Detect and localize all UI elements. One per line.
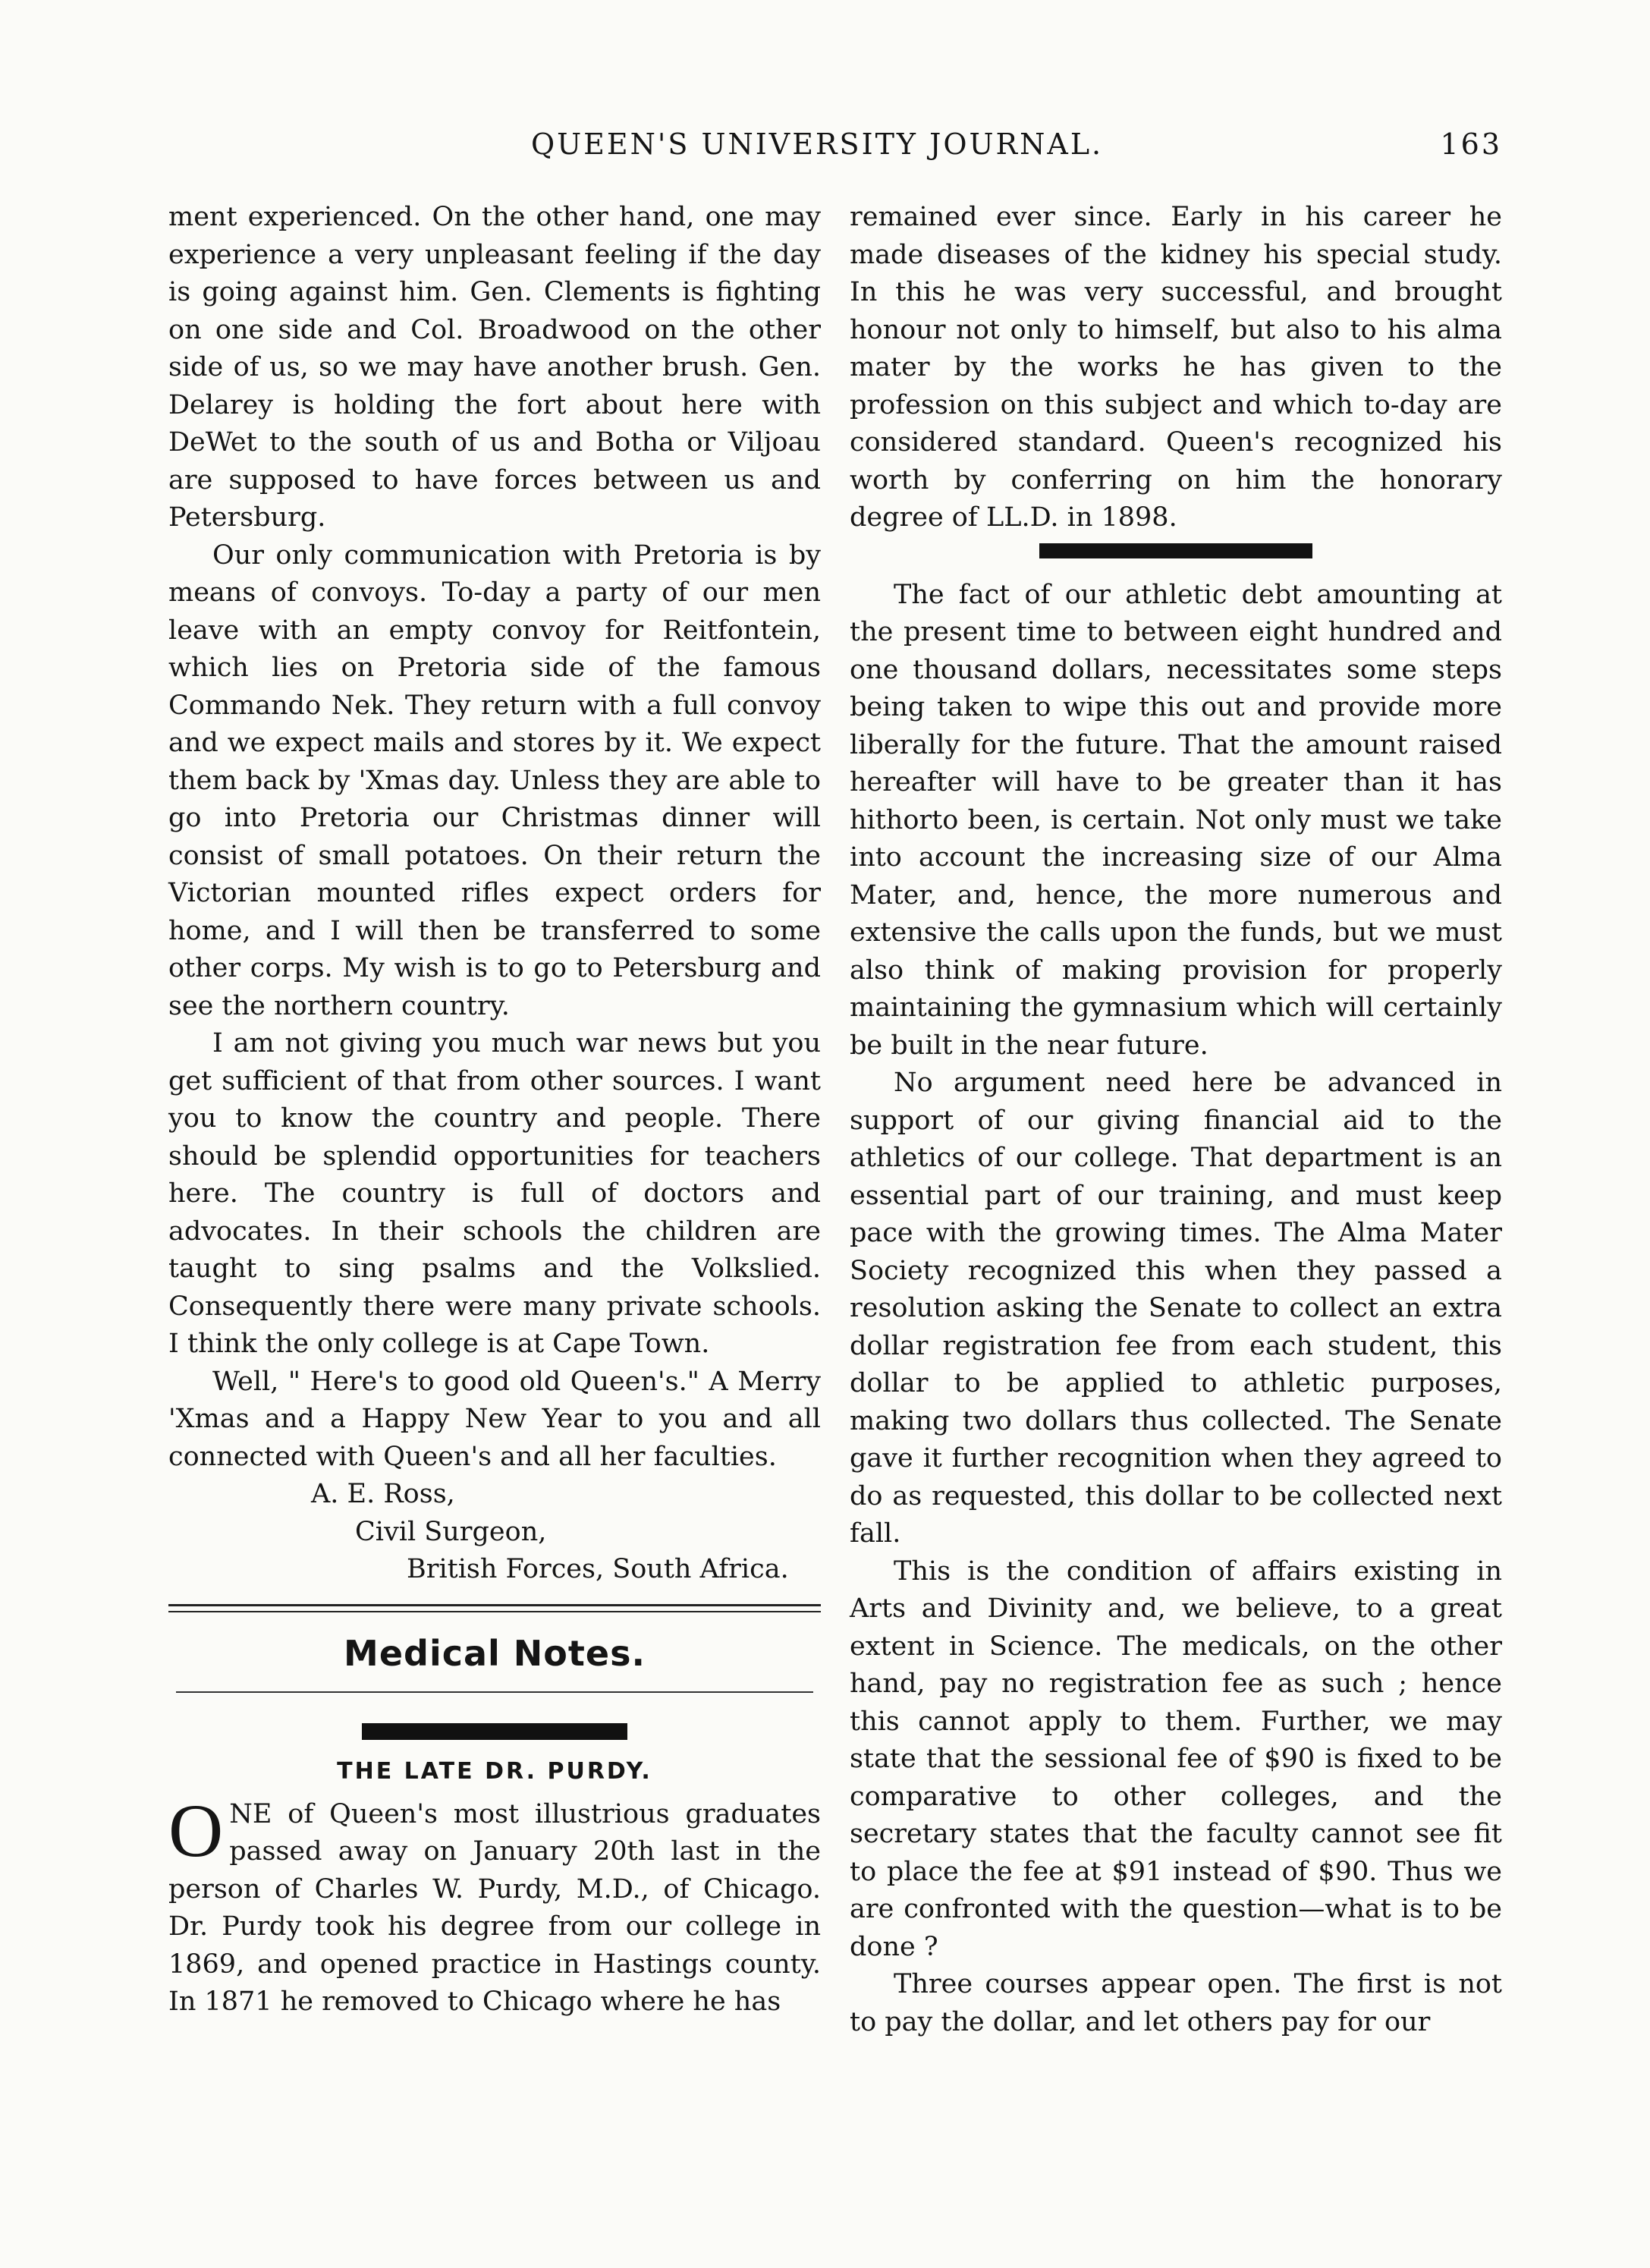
paragraph: No argument need here be advanced in support of our giving financial aid to the athletics of our college. That department is an essential part of our training, and must keep pace with the growing times. The Alma Mater Society recognized this when they passed a resolution asking the Senate to collect an extra dollar registration fee from each student, this dollar to be applied to athletic purposes, making two dollars thus collected. The Senate gave it further recognition when they agreed to do as requested, this dollar to be collected next fall. (850, 1068, 1502, 1549)
right-column (850, 199, 1502, 2041)
black-bar (362, 1723, 627, 1740)
divider (176, 1691, 813, 1693)
double-rule (168, 1604, 821, 1612)
paragraph (168, 1788, 821, 2021)
paragraph: Well, " Here's to good old Queen's." A Merry 'Xmas and a Happy New Year to you and all connected with Queen's and all her faculties. (168, 1366, 821, 1472)
purdy-paragraph: NE of Queen's most illustrious graduates passed away on January 20th last in the person of Charles W. Purdy, M.D., of Chicago. Dr. Purdy took his degree from our college in 1869, and opened practice in Hastings county. In 1871 he removed to Chicago where he has (168, 1798, 821, 2017)
signature-title: Civil Surgeon, (355, 1516, 547, 1547)
paragraph: This is the condition of affairs existing in Arts and Divinity and, we believe, to a great extent in Science. The medicals, on the other hand, pay no registration fee as such ; hence this cannot apply to them. Further, we may state that the sessional fee of $90 is fixed to be comparative to other colleges, and the secretary states that the faculty cannot see fit to place the fee at $91 instead of $90. Thus we are confronted with the question—what is to be done ? (850, 1556, 1502, 1962)
paragraph: I am not giving you much war news but you get sufficient of that from other sources. I want you to know the country and people. There should be splendid opportunities for teachers here. The country is full of doctors and advocates. In their schools the children are taught to sing psalms and the Volkslied. Consequently there were many private schools. I think the only college is at Cape Town. (168, 1028, 821, 1359)
left-column (168, 199, 821, 2021)
paragraph: The fact of our athletic debt amounting at the present time to between eight hundred and one thousand dollars, necessitates some steps being taken to wipe this out and provide more liberally for the future. That the amount raised hereafter will have to be greater than it has hithorto been, is certain. Not only must we take into account the increasing size of our Alma Mater, and, hence, the more numerous and extensive the calls upon the funds, but we must also think of making provision for properly maintaining the gymnasium which will certainly be built in the near future. (850, 579, 1502, 1061)
signature-unit: British Forces, South Africa. (407, 1554, 789, 1584)
journal-title: QUEEN'S UNIVERSITY JOURNAL. (531, 127, 1104, 161)
paragraph: remained ever since. Early in his career he made diseases of the kidney his special study. In this he was very successful, and brought honour not only to himself, but also to his alma mater by the works he has given to the profession on this subject and which to-day are considered standard. Queen's recognized his worth by conferring on him the honorary degree of LL.D. in 1898. (850, 202, 1502, 533)
page-number: 163 (1440, 127, 1502, 161)
paragraph: ment experienced. On the other hand, one may experience a very unpleasant feeling if the day is going against him. Gen. Clements is fighting on one side and Col. Broadwood on the other side of us, so we may have another brush. Gen. Delarey is holding the fort about here with DeWet to the south of us and Botha or Viljoau are supposed to have forces between us and Petersburg. (168, 202, 821, 533)
paragraph: Our only communication with Pretoria is by means of convoys. To-day a party of our men leave with an empty convoy for Reitfontein, which lies on Pretoria side of the famous Commando Nek. They return with a full convoy and we expect mails and stores by it. We expect them back by 'Xmas day. Unless they are able to go into Pretoria our Christmas dinner will consist of small potatoes. On their return the Victorian mounted rifles expect orders for home, and I will then be transferred to some other corps. My wish is to go to Petersburg and see the northern country. (168, 539, 821, 1021)
drop-cap: O (168, 1788, 224, 1873)
article-subhead: THE LATE DR. PURDY. (337, 1757, 652, 1785)
paragraph: Three courses appear open. The first is not to pay the dollar, and let others pay for our (850, 1969, 1502, 2037)
black-bar (1039, 543, 1312, 558)
section-title: Medical Notes. (344, 1632, 646, 1674)
signature-name: A. E. Ross, (311, 1479, 455, 1509)
